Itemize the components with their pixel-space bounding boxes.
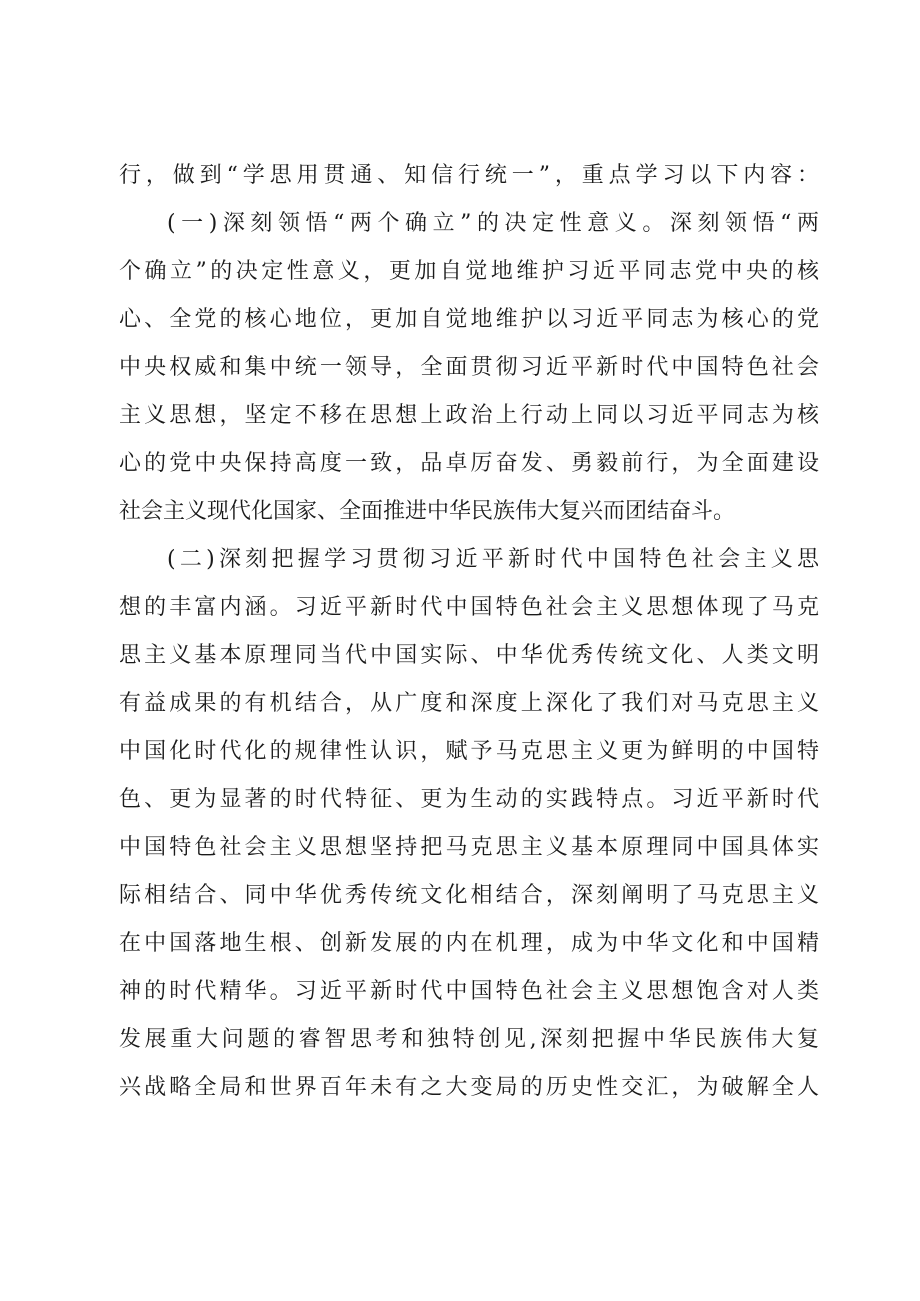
text-line: 个确立”的决定性意义，更加自觉地维护习近平同志党中央的核: [119, 259, 819, 284]
text-line: 社会主义现代化国家、全面推进中华民族伟大复兴而团结奋斗。: [119, 499, 736, 524]
text-line: 心的党中央保持高度一致，品卓厉奋发、勇毅前行，为全面建设: [119, 451, 819, 476]
text-line: 思主义基本原理同当代中国实际、中华优秀传统文化、人类文明: [119, 643, 819, 668]
text-line: 中央权威和集中统一领导，全面贯彻习近平新时代中国特色社会: [119, 355, 819, 380]
text-line: 行，做到“学思用贯通、知信行统一”，重点学习以下内容：: [119, 163, 819, 188]
text-line: (一)深刻领悟“两个确立”的决定性意义。深刻领悟“两: [167, 211, 819, 236]
text-line: 心、全党的核心地位，更加自觉地维护以习近平同志为核心的党: [119, 307, 819, 332]
text-line: 主义思想，坚定不移在思想上政治上行动上同以习近平同志为核: [119, 403, 819, 428]
text-line: 有益成果的有机结合，从广度和深度上深化了我们对马克思主义: [119, 691, 819, 716]
text-line: 在中国落地生根、创新发展的内在机理，成为中华文化和中国精: [119, 931, 819, 956]
text-line: 际相结合、同中华优秀传统文化相结合，深刻阐明了马克思主义: [119, 883, 819, 908]
text-line: 兴战略全局和世界百年未有之大变局的历史性交汇，为破解全人: [119, 1075, 819, 1100]
text-line: 发展重大问题的睿智思考和独特创见,深刻把握中华民族伟大复: [119, 1027, 819, 1052]
text-line: 色、更为显著的时代特征、更为生动的实践特点。习近平新时代: [119, 787, 819, 812]
text-line: 神的时代精华。习近平新时代中国特色社会主义思想饱含对人类: [119, 979, 819, 1004]
text-line: (二)深刻把握学习贯彻习近平新时代中国特色社会主义思: [167, 547, 819, 572]
text-line: 想的丰富内涵。习近平新时代中国特色社会主义思想体现了马克: [119, 595, 819, 620]
text-line: 中国特色社会主义思想坚持把马克思主义基本原理同中国具体实: [119, 835, 819, 860]
text-line: 中国化时代化的规律性认识，赋予马克思主义更为鲜明的中国特: [119, 739, 819, 764]
